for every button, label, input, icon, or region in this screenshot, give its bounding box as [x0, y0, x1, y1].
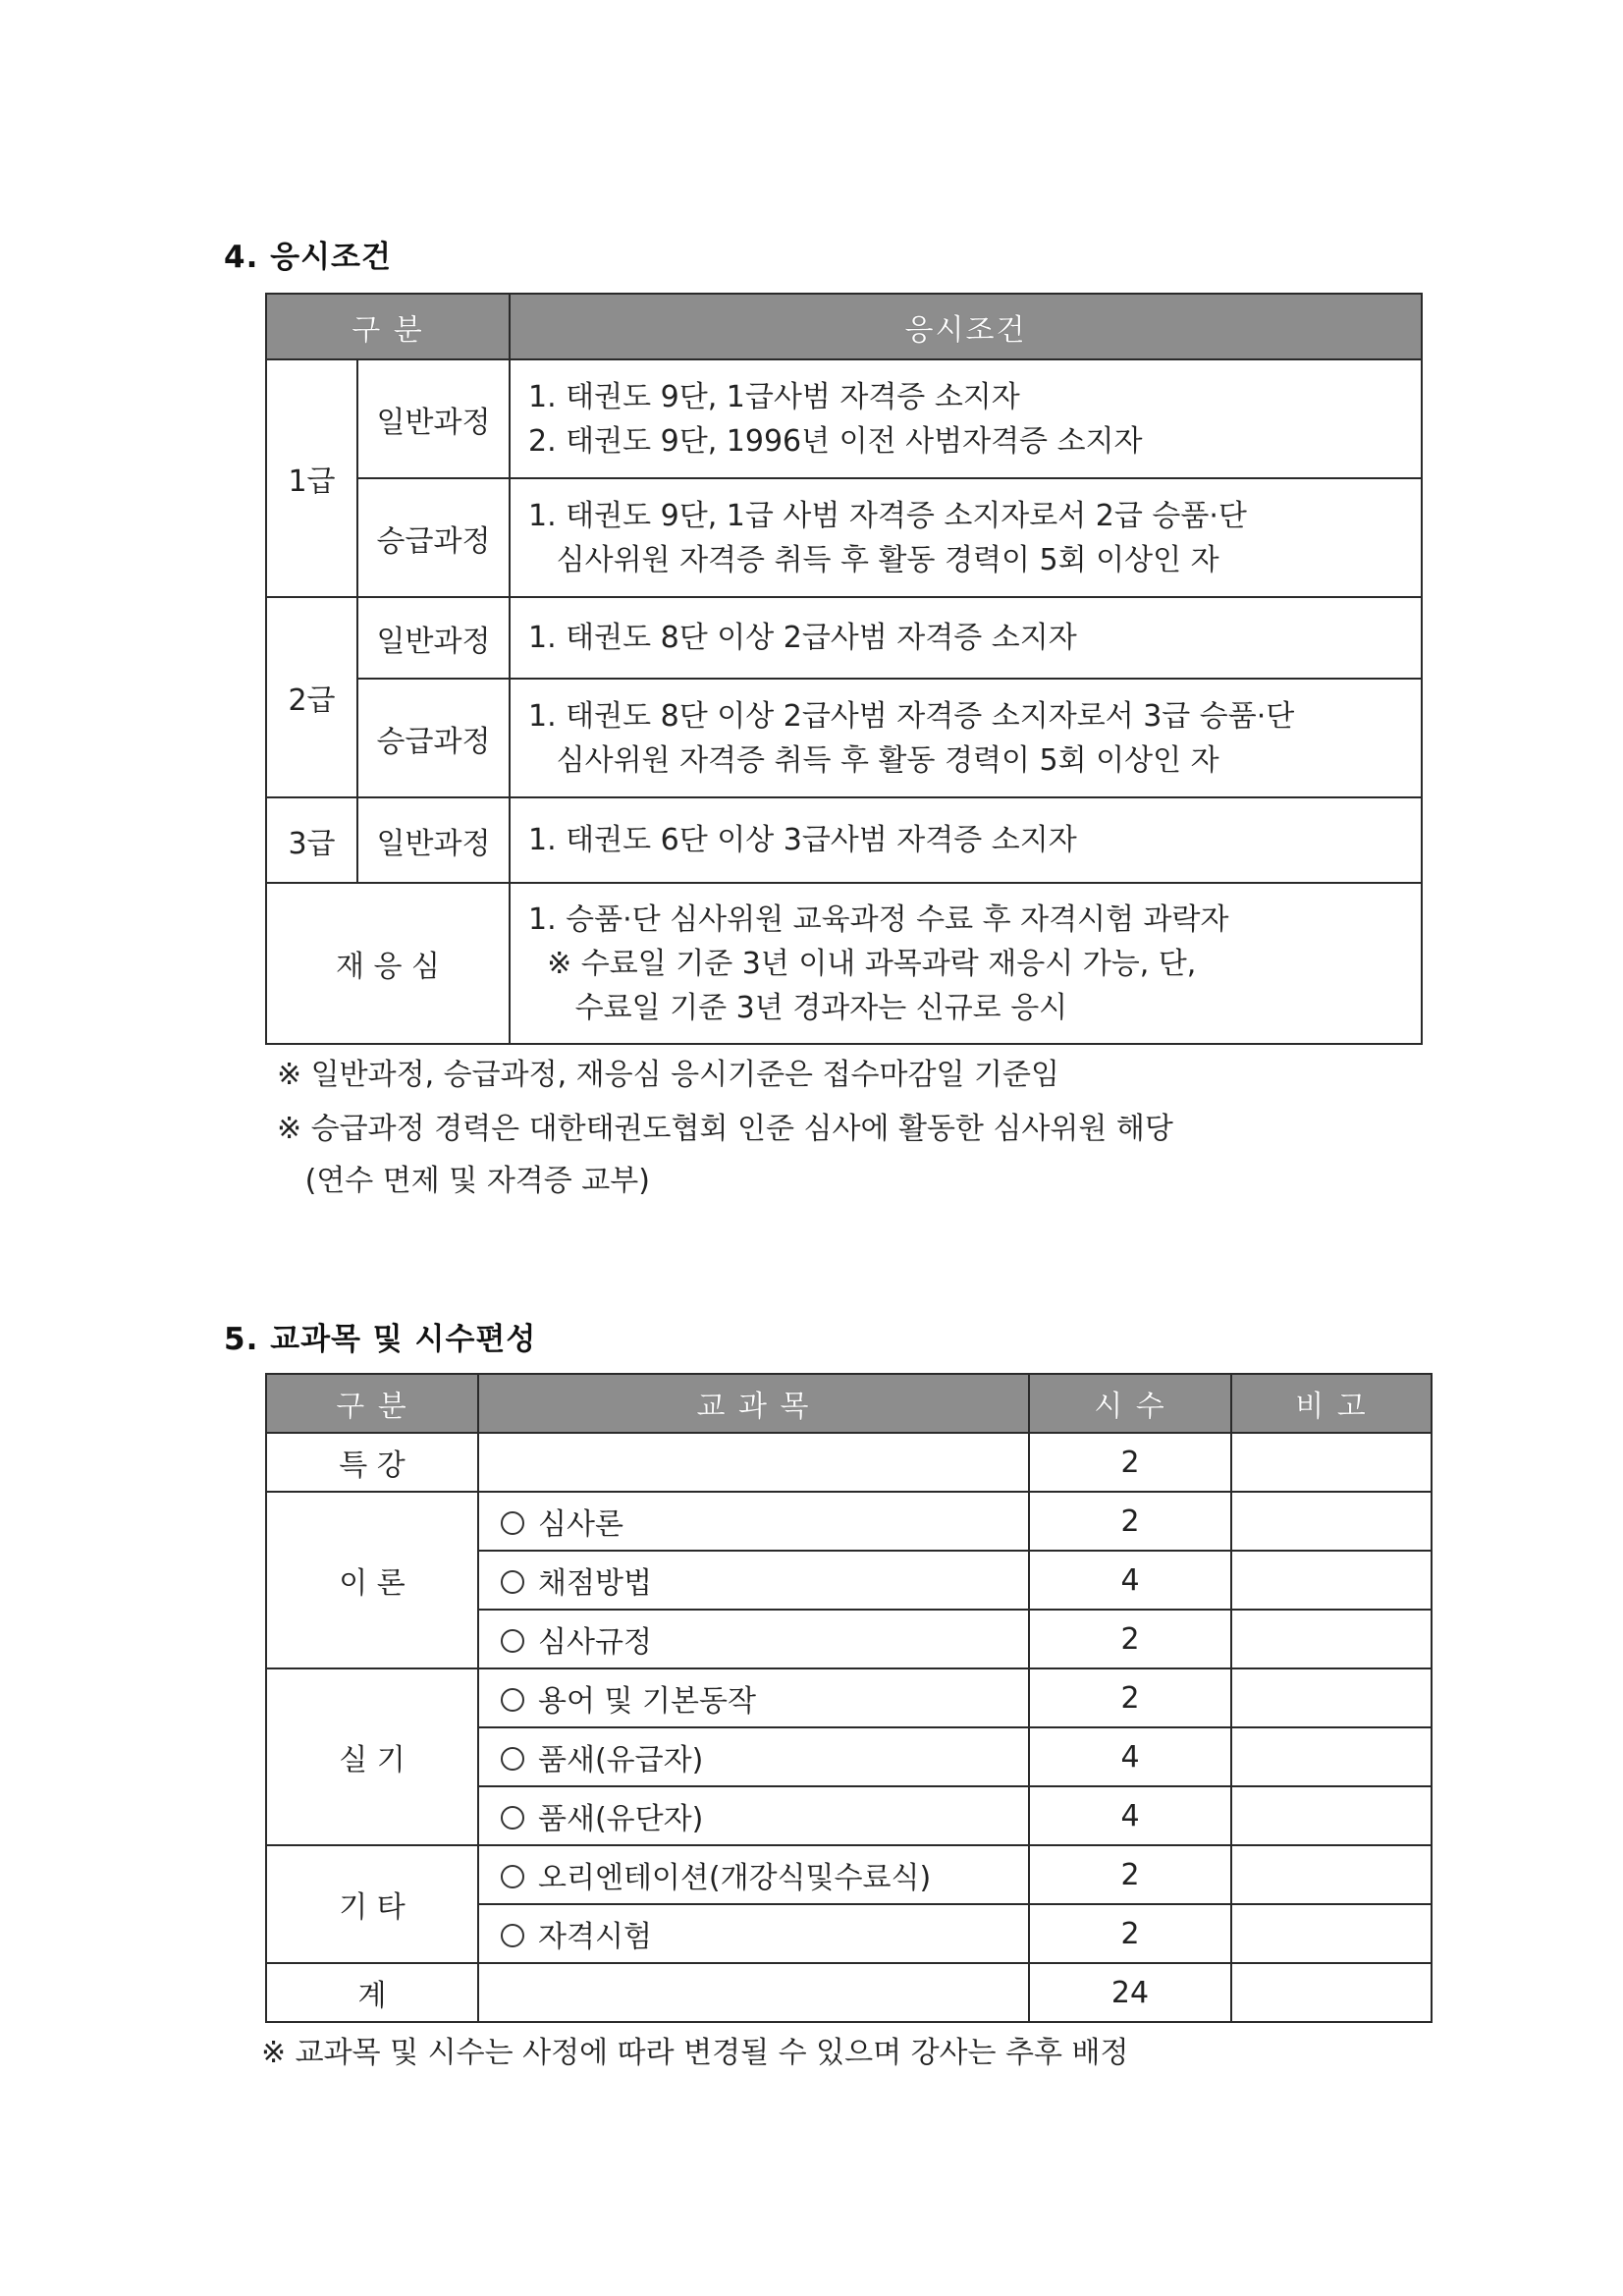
subject-cell [478, 1433, 1029, 1492]
category-theory: 이 론 [266, 1492, 478, 1668]
remarks-cell [1231, 1786, 1432, 1845]
condition-line: 심사위원 자격증 취득 후 활동 경력이 5회 이상인 자 [528, 742, 1219, 778]
table-row [266, 1963, 1432, 2022]
subject-cell [478, 1492, 1029, 1551]
table-row [266, 1492, 1432, 1551]
subject-text: 품새(유단자) [538, 1802, 704, 1836]
total-label: 계 [266, 1963, 478, 2022]
remarks-cell [1231, 1668, 1432, 1727]
table-row [266, 679, 1422, 797]
condition-line: ※ 수료일 기준 3년 이내 과목과락 재응시 가능, 단, [528, 946, 1197, 981]
table-row [266, 597, 1422, 679]
header-conditions: 응시조건 [510, 294, 1422, 359]
header-hours: 시 수 [1029, 1374, 1231, 1433]
exam-conditions-table [265, 293, 1423, 1045]
table-row [266, 883, 1422, 1044]
hours-cell: 4 [1029, 1551, 1231, 1610]
remarks-cell [1231, 1845, 1432, 1904]
subject-cell [478, 1727, 1029, 1786]
section-4-note: (연수 면제 및 자격증 교부) [277, 1164, 650, 1198]
table-row [266, 359, 1422, 478]
hours-cell: 4 [1029, 1786, 1231, 1845]
remarks-cell [1231, 1551, 1432, 1610]
condition-line: 1. 태권도 8단 이상 2급사범 자격증 소지자로서 3급 승품·단 [528, 698, 1295, 734]
hours-cell: 2 [1029, 1433, 1231, 1492]
condition-line: 2. 태권도 9단, 1996년 이전 사범자격증 소지자 [528, 423, 1143, 459]
circle-bullet-icon [501, 1806, 524, 1830]
section-4-note: ※ 일반과정, 승급과정, 재응심 응시기준은 접수마감일 기준임 [277, 1058, 1059, 1092]
condition-cell [510, 797, 1422, 883]
remarks-cell [1231, 1433, 1432, 1492]
hours-cell: 2 [1029, 1610, 1231, 1668]
grade-3-label: 3급 [266, 797, 357, 883]
section-5-title: 5. 교과목 및 시수편성 [224, 1322, 537, 1357]
grade-2-label: 2급 [266, 597, 357, 797]
condition-cell [510, 597, 1422, 679]
condition-line: 심사위원 자격증 취득 후 활동 경력이 5회 이상인 자 [528, 542, 1219, 577]
subject-cell [478, 1610, 1029, 1668]
condition-cell [510, 883, 1422, 1044]
subject-text: 자격시험 [538, 1920, 652, 1954]
remarks-cell [1231, 1963, 1432, 2022]
subject-text: 오리엔테이션(개강식및수료식) [538, 1861, 932, 1895]
subject-text: 품새(유급자) [538, 1743, 704, 1777]
condition-line: 1. 태권도 8단 이상 2급사범 자격증 소지자 [528, 621, 1077, 655]
subject-text: 채점방법 [538, 1566, 652, 1601]
category-etc: 기 타 [266, 1845, 478, 1963]
header-category: 구 분 [266, 1374, 478, 1433]
section-5-note: ※ 교과목 및 시수는 사정에 따라 변경될 수 있으며 강사는 추후 배정 [261, 2036, 1129, 2070]
remarks-cell [1231, 1492, 1432, 1551]
header-subject: 교 과 목 [478, 1374, 1029, 1433]
table-header-row [266, 1374, 1432, 1433]
condition-line: 1. 태권도 9단, 1급 사범 자격증 소지자로서 2급 승품·단 [528, 498, 1247, 533]
header-remarks: 비 고 [1231, 1374, 1432, 1433]
hours-cell: 2 [1029, 1492, 1231, 1551]
circle-bullet-icon [501, 1865, 524, 1888]
circle-bullet-icon [501, 1570, 524, 1594]
subject-text: 심사론 [538, 1507, 623, 1542]
circle-bullet-icon [501, 1629, 524, 1653]
course-label: 일반과정 [357, 359, 510, 478]
subject-text: 용어 및 기본동작 [538, 1684, 756, 1719]
curriculum-table [265, 1373, 1433, 2023]
total-hours: 24 [1029, 1963, 1231, 2022]
circle-bullet-icon [501, 1511, 524, 1535]
condition-cell [510, 359, 1422, 478]
table-row [266, 1668, 1432, 1727]
subject-cell [478, 1963, 1029, 2022]
course-label: 승급과정 [357, 478, 510, 597]
table-row [266, 797, 1422, 883]
condition-cell [510, 478, 1422, 597]
condition-line: 1. 승품·단 심사위원 교육과정 수료 후 자격시험 과락자 [528, 902, 1229, 937]
section-4-note: ※ 승급과정 경력은 대한태권도협회 인준 심사에 활동한 심사위원 해당 [277, 1112, 1173, 1146]
condition-line: 1. 태권도 9단, 1급사범 자격증 소지자 [528, 379, 1020, 414]
hours-cell: 4 [1029, 1727, 1231, 1786]
subject-cell [478, 1904, 1029, 1963]
course-label: 일반과정 [357, 597, 510, 679]
circle-bullet-icon [501, 1688, 524, 1712]
table-row [266, 478, 1422, 597]
hours-cell: 2 [1029, 1845, 1231, 1904]
course-label: 승급과정 [357, 679, 510, 797]
subject-cell [478, 1845, 1029, 1904]
header-category: 구 분 [266, 294, 510, 359]
condition-cell [510, 679, 1422, 797]
subject-text: 심사규정 [538, 1625, 652, 1660]
hours-cell: 2 [1029, 1904, 1231, 1963]
condition-line: 수료일 기준 3년 경과자는 신규로 응시 [528, 990, 1068, 1025]
remarks-cell [1231, 1610, 1432, 1668]
reexam-label: 재 응 심 [266, 883, 510, 1044]
subject-cell [478, 1786, 1029, 1845]
course-label: 일반과정 [357, 797, 510, 883]
table-header-row [266, 294, 1422, 359]
subject-cell [478, 1668, 1029, 1727]
subject-cell [478, 1551, 1029, 1610]
hours-cell: 2 [1029, 1668, 1231, 1727]
circle-bullet-icon [501, 1747, 524, 1771]
grade-1-label: 1급 [266, 359, 357, 597]
table-row [266, 1845, 1432, 1904]
category-special: 특 강 [266, 1433, 478, 1492]
category-practice: 실 기 [266, 1668, 478, 1845]
remarks-cell [1231, 1727, 1432, 1786]
condition-line: 1. 태권도 6단 이상 3급사범 자격증 소지자 [528, 823, 1077, 857]
circle-bullet-icon [501, 1924, 524, 1947]
remarks-cell [1231, 1904, 1432, 1963]
section-4-title: 4. 응시조건 [224, 240, 392, 275]
table-row [266, 1433, 1432, 1492]
